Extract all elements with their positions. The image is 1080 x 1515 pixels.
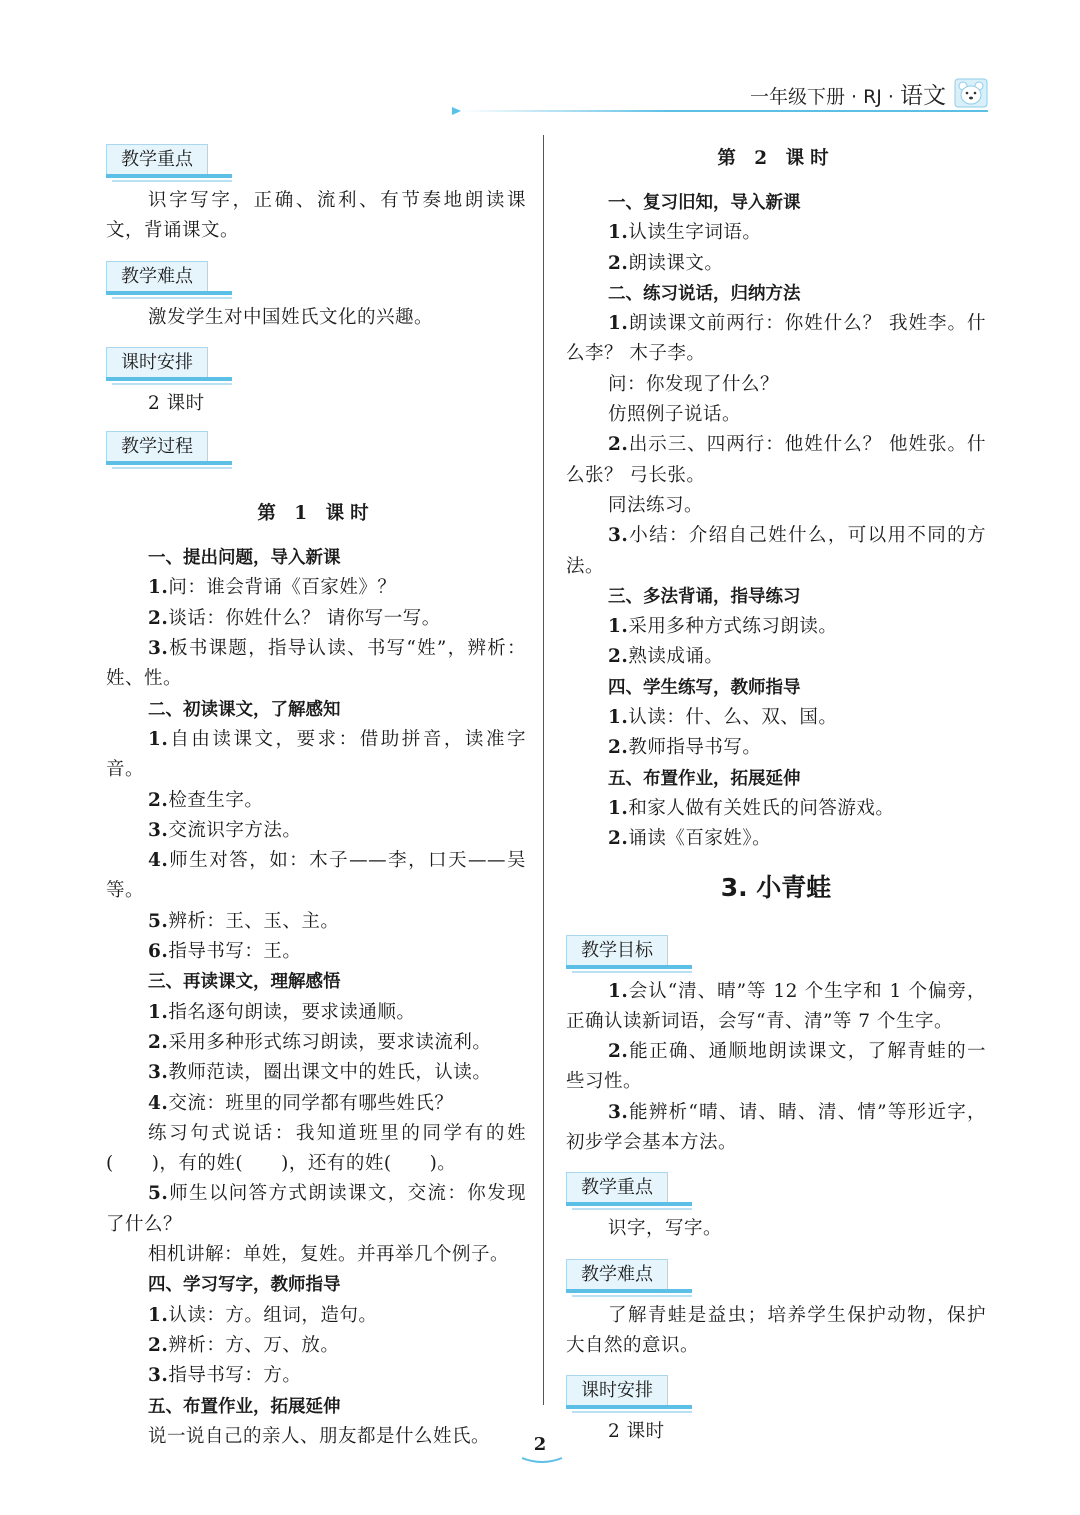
step-4-title: 四、学习写字，教师指导 <box>148 1275 341 1296</box>
label-process: 教学过程 <box>106 431 208 465</box>
focus-text: 识字写字，正确、流利、有节奏地朗读课文，背诵课文。 <box>106 190 526 242</box>
list-item: 1.和家人做有关姓氏的问答游戏。 <box>608 797 895 819</box>
r-focus-text: 识字，写字。 <box>608 1218 723 1240</box>
list-item: 6.指导书写：王。 <box>148 941 302 963</box>
r-step-2-title: 二、练习说话，归纳方法 <box>608 283 801 304</box>
question-text: 问：你发现了什么？ <box>608 373 780 395</box>
lesson-3-title: 3. 小青蛙 <box>720 872 832 902</box>
label-schedule: 课时安排 <box>106 347 208 381</box>
homework-text: 说一说自己的亲人、朋友都是什么姓氏。 <box>148 1425 491 1447</box>
difficulty-text: 激发学生对中国姓氏文化的兴趣。 <box>148 306 434 328</box>
list-item: 1.认读：方。组词，造句。 <box>148 1304 378 1326</box>
list-item: 5.师生以问答方式朗读课文，交流：你发现了什么？ <box>106 1183 526 1235</box>
left-column <box>106 140 526 1452</box>
step-5-title: 五、布置作业，拓展延伸 <box>148 1396 341 1417</box>
step-2-title: 二、初读课文，了解感知 <box>148 699 341 720</box>
header-grade: 一年级下册 · RJ · <box>749 85 900 108</box>
list-item: 5.辨析：王、玉、主。 <box>148 910 340 932</box>
lesson-2-title: 第 2 课时 <box>717 148 835 169</box>
list-item: 2.检查生字。 <box>148 789 264 811</box>
list-item: 2.熟读成诵。 <box>608 646 724 668</box>
list-item: 2.谈话：你姓什么？ 请你写一写。 <box>148 607 441 629</box>
list-item: 1.问：谁会背诵《百家姓》？ <box>148 577 397 599</box>
list-item: 1.自由读课文，要求：借助拼音，读准字音。 <box>106 728 526 781</box>
label-r-teaching-focus: 教学重点 <box>566 1172 668 1206</box>
list-item: 1.认读生字词语。 <box>608 222 762 244</box>
column-divider <box>543 135 544 1405</box>
page-number: 2 <box>533 1434 547 1455</box>
list-item: 3.交流识字方法。 <box>148 819 302 841</box>
sentence-practice: 练习句式说话：我知道班里的同学有的姓( )，有的姓( )，还有的姓( )。 <box>106 1122 526 1175</box>
list-item: 2.教师指导书写。 <box>608 737 762 759</box>
lesson-1-title: 第 1 课时 <box>257 503 375 525</box>
header-text <box>750 77 946 114</box>
step-3-title: 三、再读课文，理解感悟 <box>148 972 341 993</box>
imitate-text: 仿照例子说话。 <box>608 404 742 426</box>
step-1-title: 一、提出问题，导入新课 <box>148 548 341 569</box>
list-item: 1.认读：什、么、双、国。 <box>608 707 838 729</box>
list-item: 2.辨析：方、万、放。 <box>148 1334 340 1356</box>
r-step-5-title: 五、布置作业，拓展延伸 <box>608 768 801 789</box>
practice-text: 同法练习。 <box>608 494 704 516</box>
list-item: 2.采用多种形式练习朗读，要求读流利。 <box>148 1031 492 1053</box>
list-item: 3.教师范读，圈出课文中的姓氏，认读。 <box>148 1062 492 1084</box>
label-teaching-difficulty: 教学难点 <box>106 261 208 295</box>
list-item: 1.朗读课文前两行：你姓什么？ 我姓李。什么李？ 木子李。 <box>566 313 986 365</box>
list-item: 2.诵读《百家姓》。 <box>608 828 772 850</box>
r-schedule-text: 2 课时 <box>608 1421 665 1443</box>
page-header <box>750 78 988 112</box>
list-item: 1.指名逐句朗读，要求读通顺。 <box>148 1001 416 1023</box>
header-rule <box>460 110 988 112</box>
list-item: 3.小结：介绍自己姓什么，可以用不同的方法。 <box>566 525 986 577</box>
r-step-3-title: 三、多法背诵，指导练习 <box>608 586 801 607</box>
schedule-text: 2 课时 <box>148 392 205 414</box>
list-item: 1.采用多种方式练习朗读。 <box>608 616 838 638</box>
bear-mascot-icon <box>954 78 988 108</box>
list-item: 4.交流：班里的同学都有哪些姓氏？ <box>148 1092 454 1114</box>
page-number-ornament <box>520 1456 564 1464</box>
list-item: 4.师生对答，如：木子——李，口天——吴等。 <box>106 850 526 902</box>
list-item: 2.出示三、四两行：他姓什么？ 他姓张。什么张？ 弓长张。 <box>566 434 986 486</box>
r-difficulty-text: 了解青蛙是益虫；培养学生保护动物，保护大自然的意识。 <box>566 1304 986 1356</box>
list-item: 3.板书课题，指导认读、书写“姓”，辨析：姓、性。 <box>106 638 526 690</box>
header-subject: 语文 <box>900 82 946 109</box>
explanation-text: 相机讲解：单姓，复姓。并再举几个例子。 <box>148 1244 510 1266</box>
list-item: 3.指导书写：方。 <box>148 1365 302 1387</box>
label-r-schedule: 课时安排 <box>566 1375 668 1409</box>
right-column <box>566 140 986 1448</box>
label-r-teaching-difficulty: 教学难点 <box>566 1259 668 1293</box>
list-item: 3.能辨析“晴、请、睛、清、情”等形近字，初步学会基本方法。 <box>566 1101 986 1154</box>
list-item: 2.朗读课文。 <box>608 252 724 274</box>
label-teaching-goal: 教学目标 <box>566 935 668 969</box>
r-step-1-title: 一、复习旧知，导入新课 <box>608 193 801 213</box>
header-rule-arrow <box>452 107 461 115</box>
r-step-4-title: 四、学生练写，教师指导 <box>608 677 801 698</box>
list-item: 1.会认“清、晴”等 12 个生字和 1 个偏旁，正确认读新词语，会写“青、清”等 7 个生字。 <box>566 980 986 1032</box>
label-teaching-focus: 教学重点 <box>106 144 208 178</box>
list-item: 2.能正确、通顺地朗读课文，了解青蛙的一些习性。 <box>566 1041 986 1093</box>
